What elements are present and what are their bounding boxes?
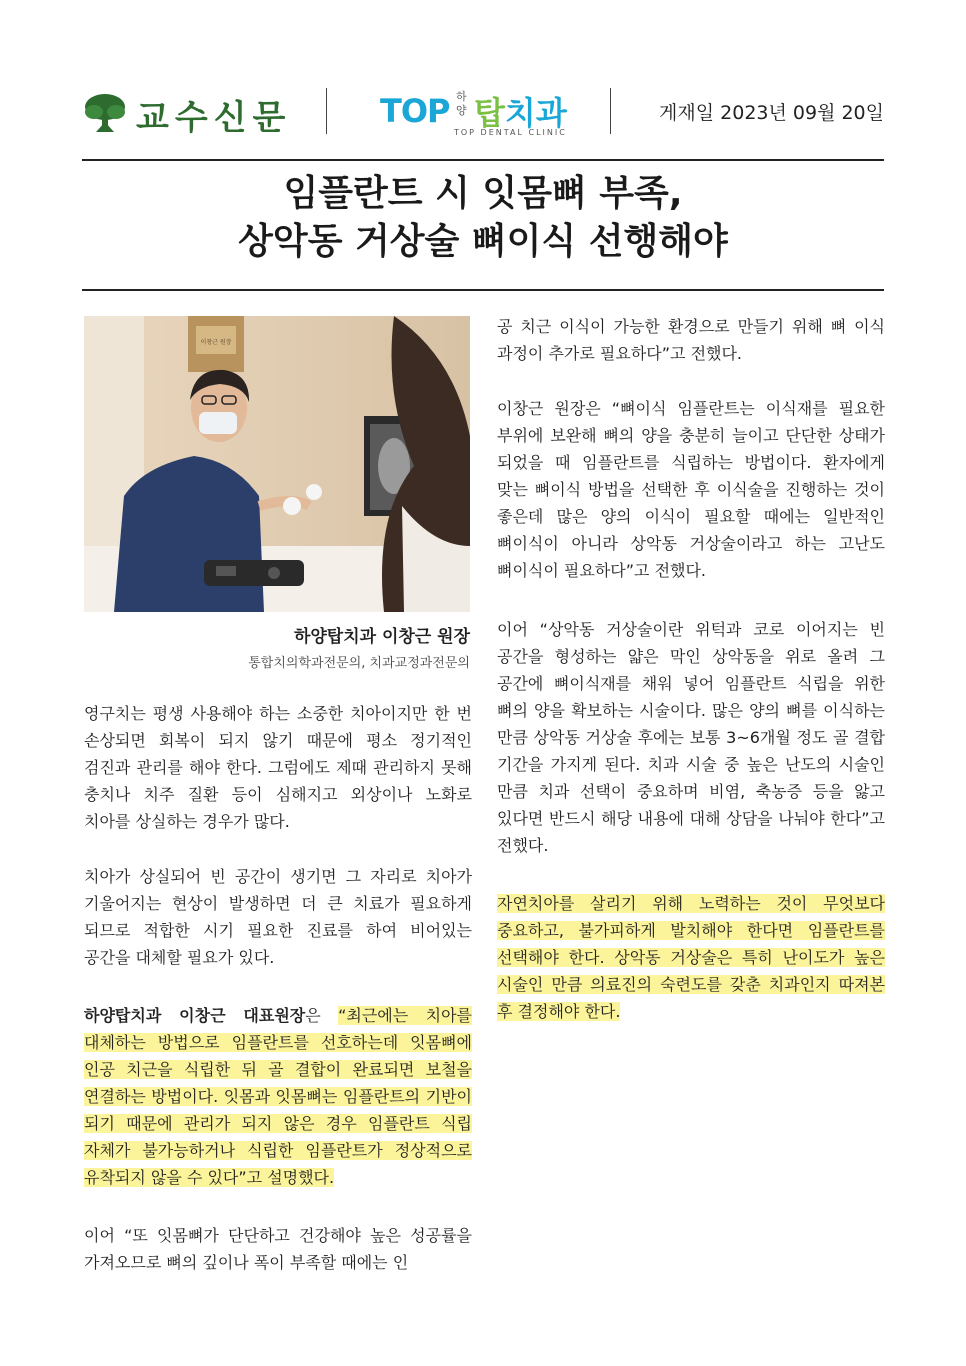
left-column — [84, 700, 472, 835]
body-paragraph: 이창근 원장은 “뼈이식 임플란트는 이식재를 필요한 부위에 보완해 뼈의 양을 충분히 늘이고 단단한 상태가 되었을 때 임플란트를 식립하는 방법이다. 환자에게 맞는 뼈이식 방법을 선택한 후 이식술을 진행하는 것이 좋은데 많은 양의 이식이 필요할 때에는 일반적인 뼈이식이 아니라 상악동 거상술이라고 하는 고난도 뼈이식이 필요하다”고 전했다. — [497, 399, 885, 580]
right-column — [497, 890, 885, 1025]
wall-sign-text: 이창근 원장 — [200, 339, 232, 346]
kyosu-shinmun-logo — [82, 92, 291, 136]
article-photo — [84, 316, 470, 612]
body-paragraph: 이어 “상악동 거상술이란 위턱과 코로 이어지는 빈 공간을 형성하는 얇은 막인 상악동을 위로 올려 그 공간에 뼈이식재를 채워 넣어 임플란트 식립을 위한 뼈의 양을 확보하는 시술이다. 많은 양의 뼈를 이식하는 만큼 상악동 거상술 후에는 보통 3~6개월 정도 골 결합 기간을 가지게 된다. 치과 시술 중 높은 난도의 시술인 만큼 치과 선택이 중요하며 비염, 축농증 등을 앓고 있다면 반드시 해당 내용에 대해 상담을 나눠야 한다”고 전했다. — [497, 620, 885, 855]
photo-caption-name: 하양탑치과 이창근 원장 — [293, 627, 470, 647]
headline-bottom-rule — [82, 289, 884, 291]
headline-line-1: 임플란트 시 잇몸뼈 부족, — [283, 173, 683, 214]
top-brand-region: 하양 — [456, 90, 467, 117]
headline — [82, 170, 884, 266]
left-column — [84, 1002, 472, 1191]
body-text: 은 — [305, 1006, 339, 1025]
left-column — [84, 863, 472, 971]
body-paragraph — [84, 1002, 472, 1191]
right-column — [497, 616, 885, 859]
tree-icon — [82, 92, 128, 136]
speaker-name: 하양탑치과 이창근 대표원장 — [84, 1006, 306, 1025]
doctor-photo-illustration — [84, 316, 470, 612]
body-paragraph: 영구치는 평생 사용해야 하는 소중한 치아이지만 한 번 손상되면 회복이 되지 않기 때문에 평소 정기적인 검진과 관리를 해야 한다. 그럼에도 제때 관리하지 못해 충치나 치주 질환 등이 심해지고 외상이나 노화로 치아를 상실하는 경우가 많다. — [84, 704, 472, 831]
body-paragraph: 이어 “또 잇몸뼈가 단단하고 건강해야 높은 성공률을 가져오므로 뼈의 깊이나 폭이 부족할 때에는 인 — [84, 1226, 472, 1272]
body-paragraph: 치아가 상실되어 빈 공간이 생기면 그 자리로 치아가 기울어지는 현상이 발생하면 더 큰 치료가 필요하게 되므로 적합한 시기 필요한 진료를 하여 비어있는 공간을 대체할 필요가 있다. — [84, 867, 472, 967]
right-column — [497, 313, 885, 367]
headline-line-2: 상악동 거상술 뼈이식 선행해야 — [238, 221, 728, 262]
header-divider — [610, 88, 611, 134]
highlighted-conclusion: 자연치아를 살리기 위해 노력하는 것이 무엇보다 중요하고, 불가피하게 발치해야 한다면 임플란트를 선택해야 한다. 상악동 거상술은 특히 난이도가 높은 시술인 만큼 의료진의 숙련도를 갖춘 치과인지 따져본 후 결정해야 한다. — [497, 894, 885, 1021]
body-paragraph: 공 치근 이식이 가능한 환경으로 만들기 위해 뼈 이식 과정이 추가로 필요하다”고 전했다. — [497, 317, 885, 363]
highlighted-quote: “최근에는 치아를 대체하는 방법으로 임플란트를 선호하는데 잇몸뼈에 인공 치근을 식립한 뒤 골 결합이 완료되면 보철을 연결하는 방법이다. 잇몸과 잇몸뼈는 임플란트의 기반이 되기 때문에 관리가 되지 않은 경우 임플란트 식립 자체가 불가능하거나 식립한 임플란트가 정상적으로 유착되지 않을 수 있다”고 설명했다. — [84, 1006, 472, 1187]
newspaper-name: 교수신문 — [136, 97, 292, 138]
photo-caption-credentials: 통합치의학과전문의, 치과교정과전문의 — [248, 656, 470, 671]
header-divider — [326, 88, 327, 134]
publication-date: 게재일 2023년 09월 20일 — [659, 102, 884, 124]
body-paragraph — [497, 890, 885, 1025]
page-header — [82, 88, 884, 144]
top-brand-name-1: 탑 — [474, 94, 505, 132]
headline-top-rule — [82, 159, 884, 161]
top-brand-word: TOP — [380, 92, 450, 130]
top-brand-subtitle: TOP DENTAL CLINIC — [454, 128, 567, 137]
right-column — [497, 395, 885, 584]
left-column — [84, 1222, 472, 1276]
top-brand-name-2: 치과 — [504, 94, 567, 132]
